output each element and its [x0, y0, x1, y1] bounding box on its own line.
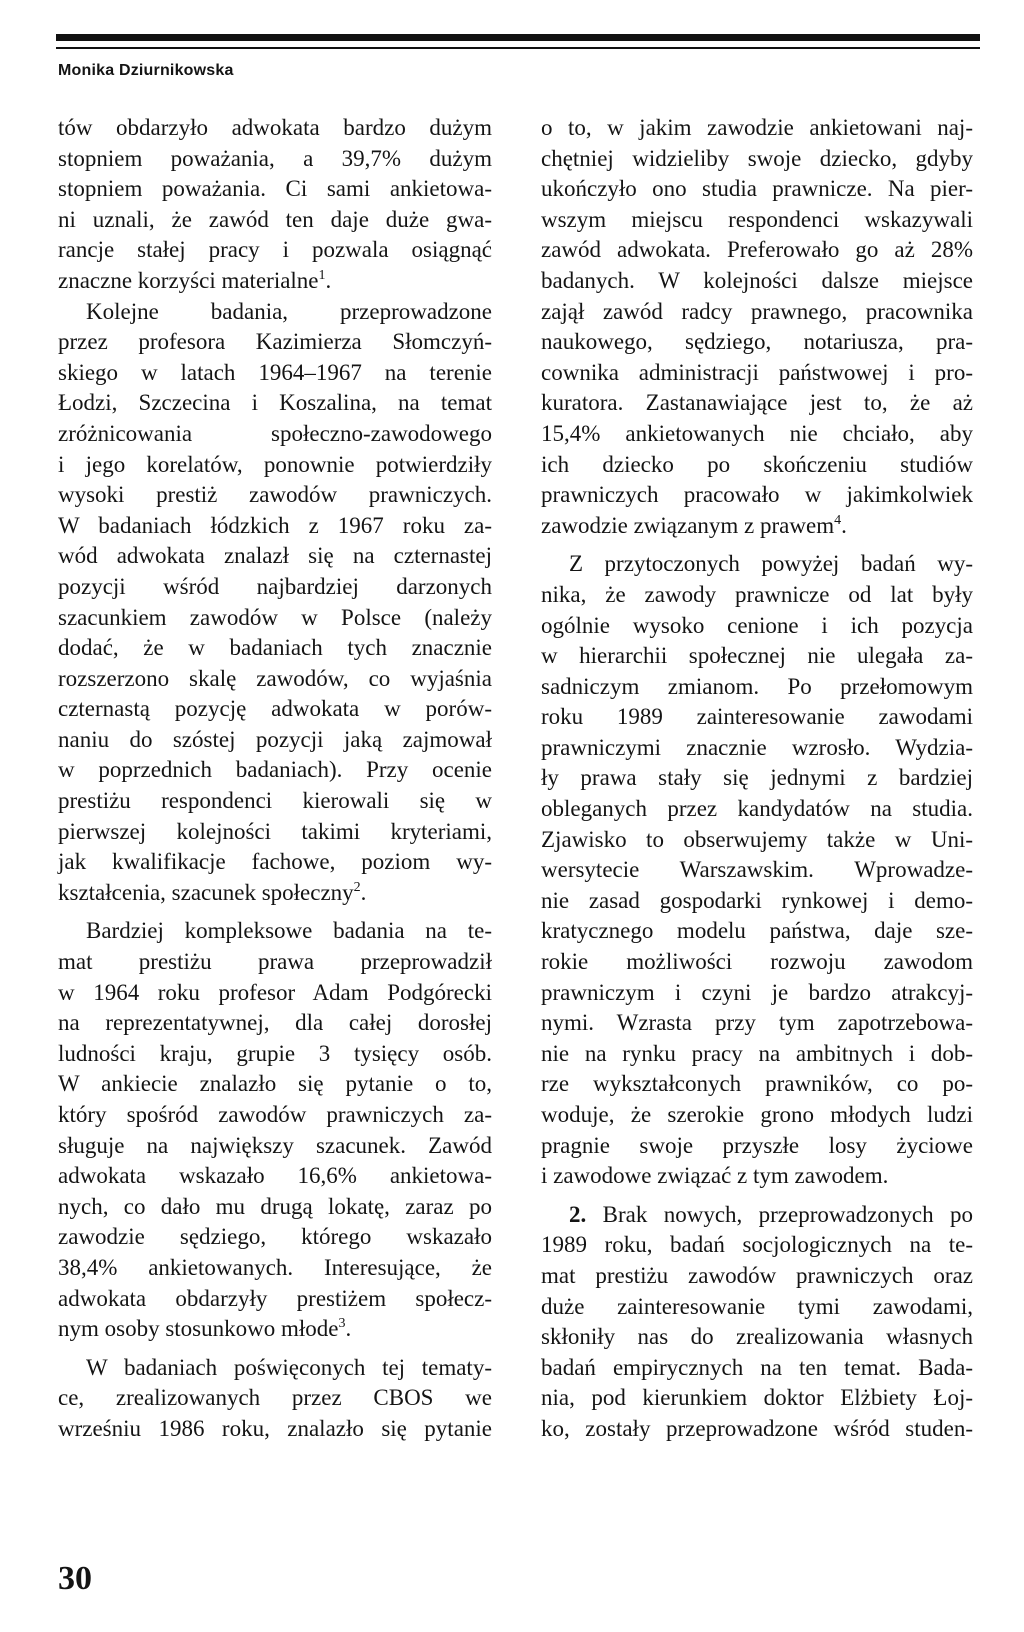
- text-line: badań empirycznych na ten temat. Bada-: [541, 1354, 973, 1380]
- text-line: rancje stałej pracy i pozwala osiągnąć: [58, 237, 492, 263]
- left-paragraph-3: [58, 916, 492, 1344]
- text-line: jak kwalifikacje fachowe, poziom wy-: [58, 849, 492, 875]
- right-paragraph-1: [541, 113, 973, 541]
- footnote-ref-4: 4: [834, 512, 842, 528]
- text-line: W badaniach poświęconych tej tematy-: [86, 1354, 492, 1380]
- text-line: W ankiecie znalazło się pytanie o to,: [58, 1071, 492, 1097]
- text-line: roku 1989 zainteresowanie zawodami: [541, 704, 973, 730]
- text-line: stopniem poważania. Ci sami ankietowa-: [58, 176, 492, 202]
- text-line: skiego w latach 1964–1967 na terenie: [58, 359, 492, 385]
- text-line: nych, co dało mu drugą lokatę, zaraz po: [58, 1193, 492, 1219]
- text-line: zróżnicowania społeczno-zawodowego: [58, 420, 492, 446]
- right-paragraph-2: [541, 549, 973, 1191]
- text-line: 2. Brak nowych, przeprowadzonych po: [569, 1201, 973, 1227]
- text-line: sadniczym zmianom. Po przełomowym: [541, 673, 973, 699]
- text-line: cownika administracji państwowej i pro-: [541, 359, 973, 385]
- text-line: pierwszej kolejności takimi kryteriami,: [58, 818, 492, 844]
- running-header-author: Monika Dziurnikowska: [58, 62, 234, 79]
- text-line: duże zainteresowanie tymi zawodami,: [541, 1293, 973, 1319]
- text-line: o to, w jakim zawodzie ankietowani naj-: [541, 115, 973, 140]
- text-line: adwokata wskazało 16,6% ankietowa-: [58, 1163, 492, 1189]
- footnote-ref-1: 1: [318, 267, 326, 283]
- text-line: rze wykształconych prawników, co po-: [541, 1071, 973, 1097]
- text-line: ko, zostały przeprowadzone wśród studen-: [541, 1415, 973, 1441]
- text-line: naniu do szóstej pozycji jaką zajmował: [58, 726, 492, 752]
- text-line: przez profesora Kazimierza Słomczyń-: [58, 329, 492, 355]
- text-line: ni uznali, że zawód ten daje duże gwa-: [58, 206, 492, 232]
- left-paragraph-4: [58, 1353, 492, 1445]
- text-line: ludności kraju, grupie 3 tysięcy osób.: [58, 1040, 492, 1066]
- left-column: [58, 113, 492, 1445]
- text-line: ogólnie wysoko cenione i ich pozycja: [541, 612, 973, 638]
- text-line: wód adwokata znalazł się na czternastej: [58, 543, 492, 569]
- text-line: nym osoby stosunkowo młode$^3$.: [58, 1316, 352, 1342]
- text-line: woduje, że szerokie grono młodych ludzi: [541, 1102, 973, 1127]
- text-line: zawód adwokata. Preferowało go aż 28%: [541, 237, 973, 263]
- text-line: szacunkiem zawodów w Polsce (należy: [58, 604, 492, 630]
- text-line: tów obdarzyło adwokata bardzo dużym: [58, 115, 492, 140]
- section-number: 2.: [569, 1201, 587, 1227]
- text-line: wszym miejscu respondenci wskazywali: [541, 206, 973, 232]
- text-line: prawniczym i czyni je bardzo atrakcyj-: [541, 979, 973, 1005]
- text-line: ich dziecko po skończeniu studiów: [541, 451, 973, 477]
- text-line: znaczne korzyści materialne$^1$.: [58, 267, 332, 293]
- text-line: chętniej widzieliby swoje dziecko, gdyby: [541, 145, 973, 171]
- text-line: rokie możliwości rozwoju zawodom: [541, 949, 973, 975]
- text-line: dodać, że w badaniach tych znacznie: [58, 635, 492, 661]
- left-paragraph-1: [58, 113, 492, 297]
- text-line: 1989 roku, badań socjologicznych na te-: [541, 1232, 973, 1258]
- text-line: ły prawa stały się jednymi z bardziej: [541, 765, 973, 791]
- text-line: nia, pod kierunkiem doktor Elżbiety Łoj-: [541, 1385, 973, 1411]
- text-line: kuratora. Zastanawiające jest to, że aż: [541, 390, 973, 416]
- text-line: na reprezentatywnej, dla całej dorosłej: [58, 1010, 492, 1036]
- text-line: stopniem poważania, a 39,7% dużym: [58, 145, 492, 171]
- text-line: nika, że zawody prawnicze od lat były: [541, 581, 973, 607]
- text-line: Z przytoczonych powyżej badań wy-: [569, 551, 973, 577]
- text-line: naukowego, sędziego, notariusza, pra-: [541, 329, 973, 355]
- text-line: badanych. W kolejności dalsze miejsce: [541, 267, 973, 293]
- text-line: Zjawisko to obserwujemy także w Uni-: [541, 826, 973, 852]
- header-rule-thin: [56, 47, 980, 49]
- text-line: Łodzi, Szczecina i Koszalina, na temat: [58, 390, 492, 416]
- text-line: mat prestiżu zawodów prawniczych oraz: [541, 1262, 973, 1288]
- text-line: ukończyło ono studia prawnicze. Na pier-: [541, 176, 973, 202]
- text-line: w 1964 roku profesor Adam Podgórecki: [58, 979, 492, 1005]
- text-line: i zawodowe związać z tym zawodem.: [541, 1163, 889, 1189]
- text-line: nymi. Wzrasta przy tym zapotrzebowa-: [541, 1010, 973, 1036]
- right-paragraph-3: [541, 1200, 973, 1445]
- text-line: kształcenia, szacunek społeczny$^2$.: [58, 879, 367, 905]
- text-line: prawniczymi znacznie wzrosło. Wydzia-: [541, 734, 973, 760]
- text-line: zawodzie związanym z prawem$^4$.: [541, 512, 847, 538]
- text-line: w hierarchii społecznej nie ulegała za-: [541, 643, 973, 669]
- page-number: 30: [58, 1560, 92, 1597]
- text-line: ce, zrealizowanych przez CBOS we: [58, 1385, 492, 1411]
- text-line: sługuje na największy szacunek. Zawód: [58, 1132, 492, 1158]
- text-line: nie na rynku pracy na ambitnych i dob-: [541, 1040, 973, 1066]
- text-line: prestiżu respondenci kierowali się w: [58, 788, 492, 814]
- text-line: Kolejne badania, przeprowadzone: [86, 298, 492, 324]
- text-line: pozycji wśród najbardziej darzonych: [58, 573, 492, 599]
- footnote-ref-3: 3: [338, 1316, 346, 1332]
- text-line: wrześniu 1986 roku, znalazło się pytanie: [58, 1415, 492, 1441]
- footnote-ref-2: 2: [353, 879, 361, 895]
- text-line: mat prestiżu prawa przeprowadził: [58, 949, 492, 975]
- text-line: kratycznego modelu państwa, daje sze-: [541, 918, 973, 944]
- text-line: skłoniły nas do zrealizowania własnych: [541, 1324, 973, 1350]
- text-line: wersytecie Warszawskim. Wprowadze-: [541, 857, 973, 883]
- text-line: W badaniach łódzkich z 1967 roku za-: [58, 512, 492, 538]
- text-line: rozszerzono skalę zawodów, co wyjaśnia: [58, 665, 492, 691]
- text-line: i jego korelatów, ponownie potwierdziły: [58, 451, 492, 477]
- text-line: który spośród zawodów prawniczych za-: [58, 1102, 492, 1127]
- text-line: nie zasad gospodarki rynkowej i demo-: [541, 887, 973, 913]
- text-line: 38,4% ankietowanych. Interesujące, że: [58, 1254, 492, 1280]
- text-line: zawodzie sędziego, którego wskazało: [58, 1224, 492, 1250]
- text-line: wysoki prestiż zawodów prawniczych.: [58, 482, 492, 508]
- header-rule-thick: [56, 34, 980, 41]
- text-line: pragnie swoje przyszłe losy życiowe: [541, 1132, 973, 1158]
- text-line: Bardziej kompleksowe badania na te-: [86, 918, 492, 944]
- left-paragraph-2: [58, 297, 492, 909]
- text-line: obleganych przez kandydatów na studia.: [541, 796, 973, 822]
- right-column: [541, 113, 973, 1445]
- text-line: 15,4% ankietowanych nie chciało, aby: [541, 420, 973, 446]
- text-line: czternastą pozycję adwokata w porów-: [58, 696, 492, 722]
- text-line: w poprzednich badaniach). Przy ocenie: [58, 757, 492, 783]
- text-line: adwokata obdarzyły prestiżem społecz-: [58, 1285, 492, 1311]
- text-line: zajął zawód radcy prawnego, pracownika: [541, 298, 973, 324]
- text-line: prawniczych pracowało w jakimkolwiek: [541, 482, 973, 508]
